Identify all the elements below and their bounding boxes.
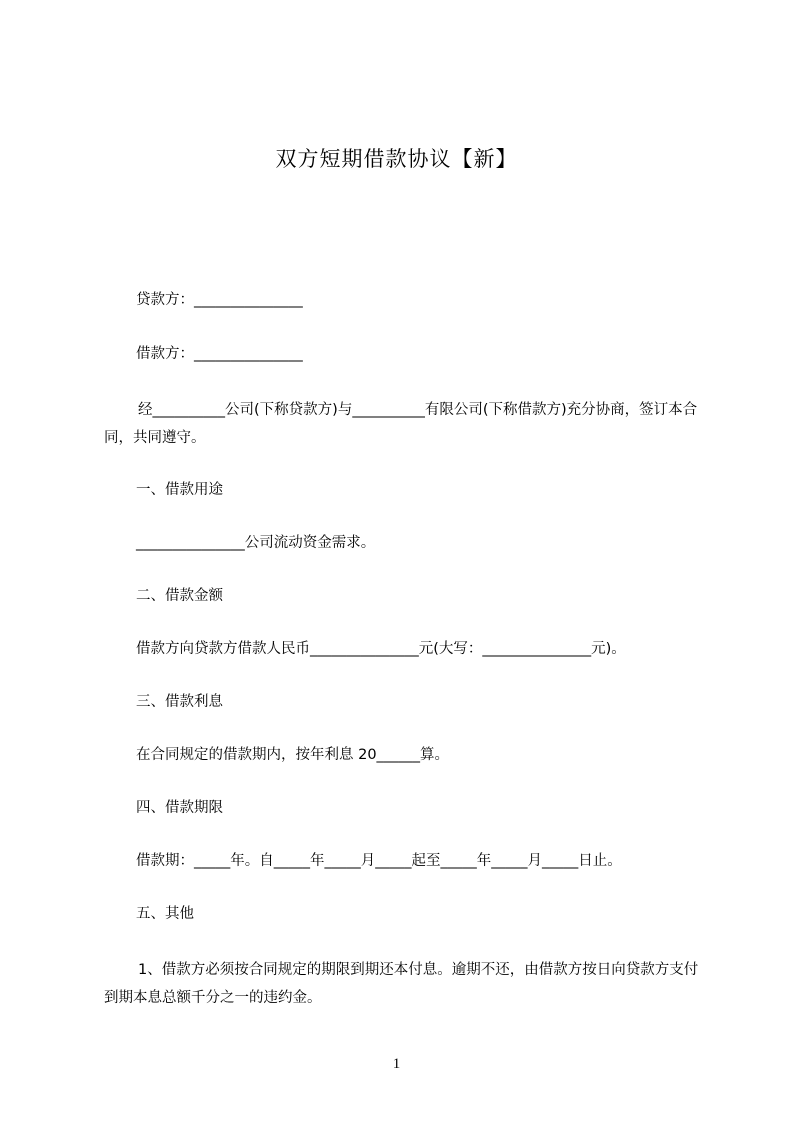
page-number: 1 <box>392 1056 401 1072</box>
document-title: 双方短期借款协议【新】 <box>275 147 518 171</box>
section-body-interest: 在合同规定的借款期内，按年利息 20______算。 <box>136 747 450 763</box>
section-heading-term: 四、借款期限 <box>136 800 223 816</box>
section-body-other <box>104 956 704 1012</box>
intro-text: 经__________公司(下称贷款方)与__________有限公司(下称借款方)充分协商，签订本合同，共同遵守。 <box>104 402 698 446</box>
lender-line: 贷款方：_______________ <box>136 292 303 308</box>
section-heading-purpose: 一、借款用途 <box>136 482 223 498</box>
section-heading-interest: 三、借款利息 <box>136 694 223 710</box>
borrower-line: 借款方：_______________ <box>136 346 303 362</box>
section-body-purpose: _______________公司流动资金需求。 <box>136 535 376 551</box>
intro-paragraph <box>104 396 704 452</box>
section-body-term: 借款期：_____年。自_____年_____月_____起至_____年_____月_____日止。 <box>136 853 622 869</box>
other-clause-text: 1、借款方必须按合同规定的期限到期还本付息。逾期不还，由借款方按日向贷款方支付到期本息总额千分之一的违约金。 <box>104 962 699 1006</box>
section-heading-other: 五、其他 <box>136 906 194 922</box>
section-heading-amount: 二、借款金额 <box>136 588 223 604</box>
section-body-amount: 借款方向贷款方借款人民币_______________元(大写：_______________元)。 <box>136 641 626 657</box>
